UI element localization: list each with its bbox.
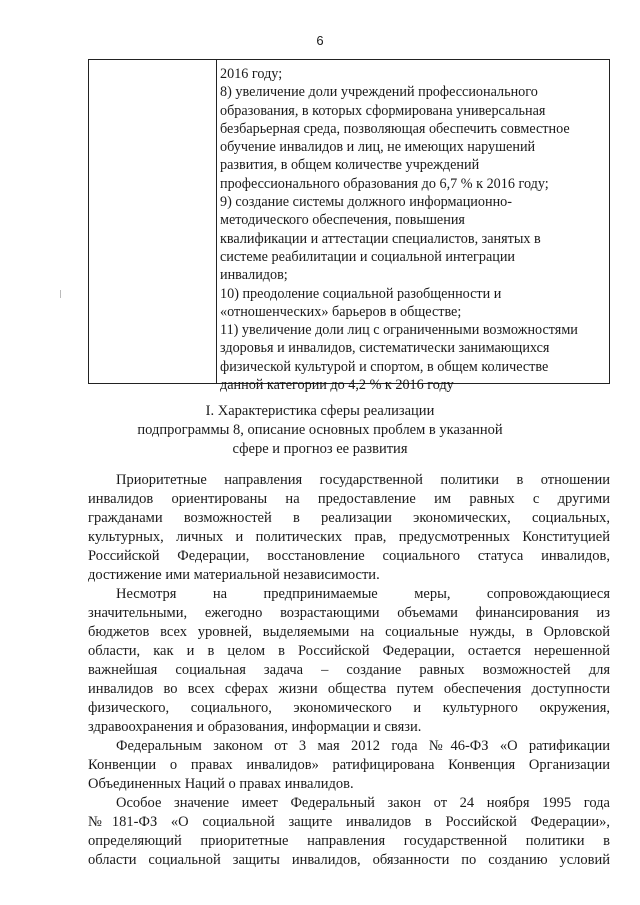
margin-mark xyxy=(60,290,61,298)
table-cell-line: обучение инвалидов и лиц, не имеющих нарушений xyxy=(220,139,536,156)
body-line: бюджетов всех уровней, выделяемыми на социальные нужды, в Орловской xyxy=(88,624,610,640)
section-heading xyxy=(0,402,640,459)
table-cell-line: 9) создание системы должного информационно- xyxy=(220,194,512,211)
body-line: инвалидов ориентированы на предоставление им равных с другими xyxy=(88,491,610,507)
body-line: Федеральным законом от 3 мая 2012 года №46-ФЗ «О ратификации xyxy=(116,738,610,754)
table-right-cell xyxy=(220,65,608,394)
table-cell-line: развития, в общем количестве учреждений xyxy=(220,157,480,174)
section-heading-line: I. Характеристика сферы реализации xyxy=(205,403,435,419)
table-cell-line: «отношенческих» барьеров в обществе; xyxy=(220,303,462,320)
section-heading-line: подпрограммы 8, описание основных проблем в указанной xyxy=(137,422,503,438)
table-cell-line: данной категории до 4,2 % к 2016 году xyxy=(220,377,454,394)
body-line: №181-ФЗ «О социальной защите инвалидов в Российской Федерации», xyxy=(88,814,610,830)
table-cell-line: системе реабилитации и социальной интеграции xyxy=(220,248,516,265)
body-line: здравоохранения и образования, информации и связи. xyxy=(88,719,422,735)
table-cell-line: инвалидов; xyxy=(220,267,288,284)
body-line: определяющий приоритетные направления государственной политики в xyxy=(88,833,610,849)
table-cell-line: образования, в которых сформирована универсальная xyxy=(220,102,546,119)
body-line: области, как и в целом в Российской Федерации, остается нерешенной xyxy=(88,643,610,659)
table-cell-line: 10) преодоление социальной разобщенности и xyxy=(220,285,502,302)
targets-table xyxy=(88,59,610,394)
body-text xyxy=(88,471,610,870)
body-line: Объединенных Наций о правах инвалидов. xyxy=(88,776,354,792)
body-line: культурных, личных и политических прав, предусмотренных Конституцией xyxy=(88,529,610,545)
table-cell-line: методического обеспечения, повышения xyxy=(220,212,465,229)
table-cell-line: физической культурой и спортом, в общем количестве xyxy=(220,358,549,375)
body-line: Конвенции о правах инвалидов» ратифицирована Конвенция Организации xyxy=(88,757,610,773)
table-cell-line: безбарьерная среда, позволяющая обеспечить совместное xyxy=(220,120,570,137)
body-line: Приоритетные направления государственной политики в отношении xyxy=(116,472,610,488)
body-line: области социальной защиты инвалидов, обязанности по созданию условий xyxy=(88,852,610,868)
table-column-divider xyxy=(216,60,217,383)
body-line: физического, социального, экономического и культурного окружения, xyxy=(88,700,610,716)
table-cell-line: здоровья и инвалидов, систематически занимающихся xyxy=(220,340,550,357)
body-line: Особое значение имеет Федеральный закон от 24 ноября 1995 года xyxy=(116,795,610,811)
page-number: 6 xyxy=(316,33,324,48)
body-line: гражданами возможностей в реализации экономических, социальных, xyxy=(88,510,610,526)
section-heading-line: сфере и прогноз ее развития xyxy=(232,441,408,457)
body-line: значительными, ежегодно возрастающими объемами финансирования из xyxy=(88,605,610,621)
body-line: инвалидов во всех сферах жизни общества путем обеспечения доступности xyxy=(88,681,610,697)
table-cell-line: 2016 году; xyxy=(220,66,283,82)
body-line: Российской Федерации, восстановление социального статуса инвалидов, xyxy=(88,548,610,564)
table-cell-line: квалификации и аттестации специалистов, занятых в xyxy=(220,230,541,247)
table-cell-line: профессионального образования до 6,7 % к 2016 году; xyxy=(220,175,549,192)
table-cell-line: 11) увеличение доли лиц с ограниченными возможностями xyxy=(220,322,578,339)
body-line: важнейшая социальная задача – создание равных возможностей для xyxy=(88,662,610,678)
body-line: Несмотря на предпринимаемые меры, сопровождающиеся xyxy=(116,586,610,602)
body-line: достижение ими материальной независимости. xyxy=(88,567,380,583)
table-cell-line: 8) увеличение доли учреждений профессионального xyxy=(220,84,538,101)
